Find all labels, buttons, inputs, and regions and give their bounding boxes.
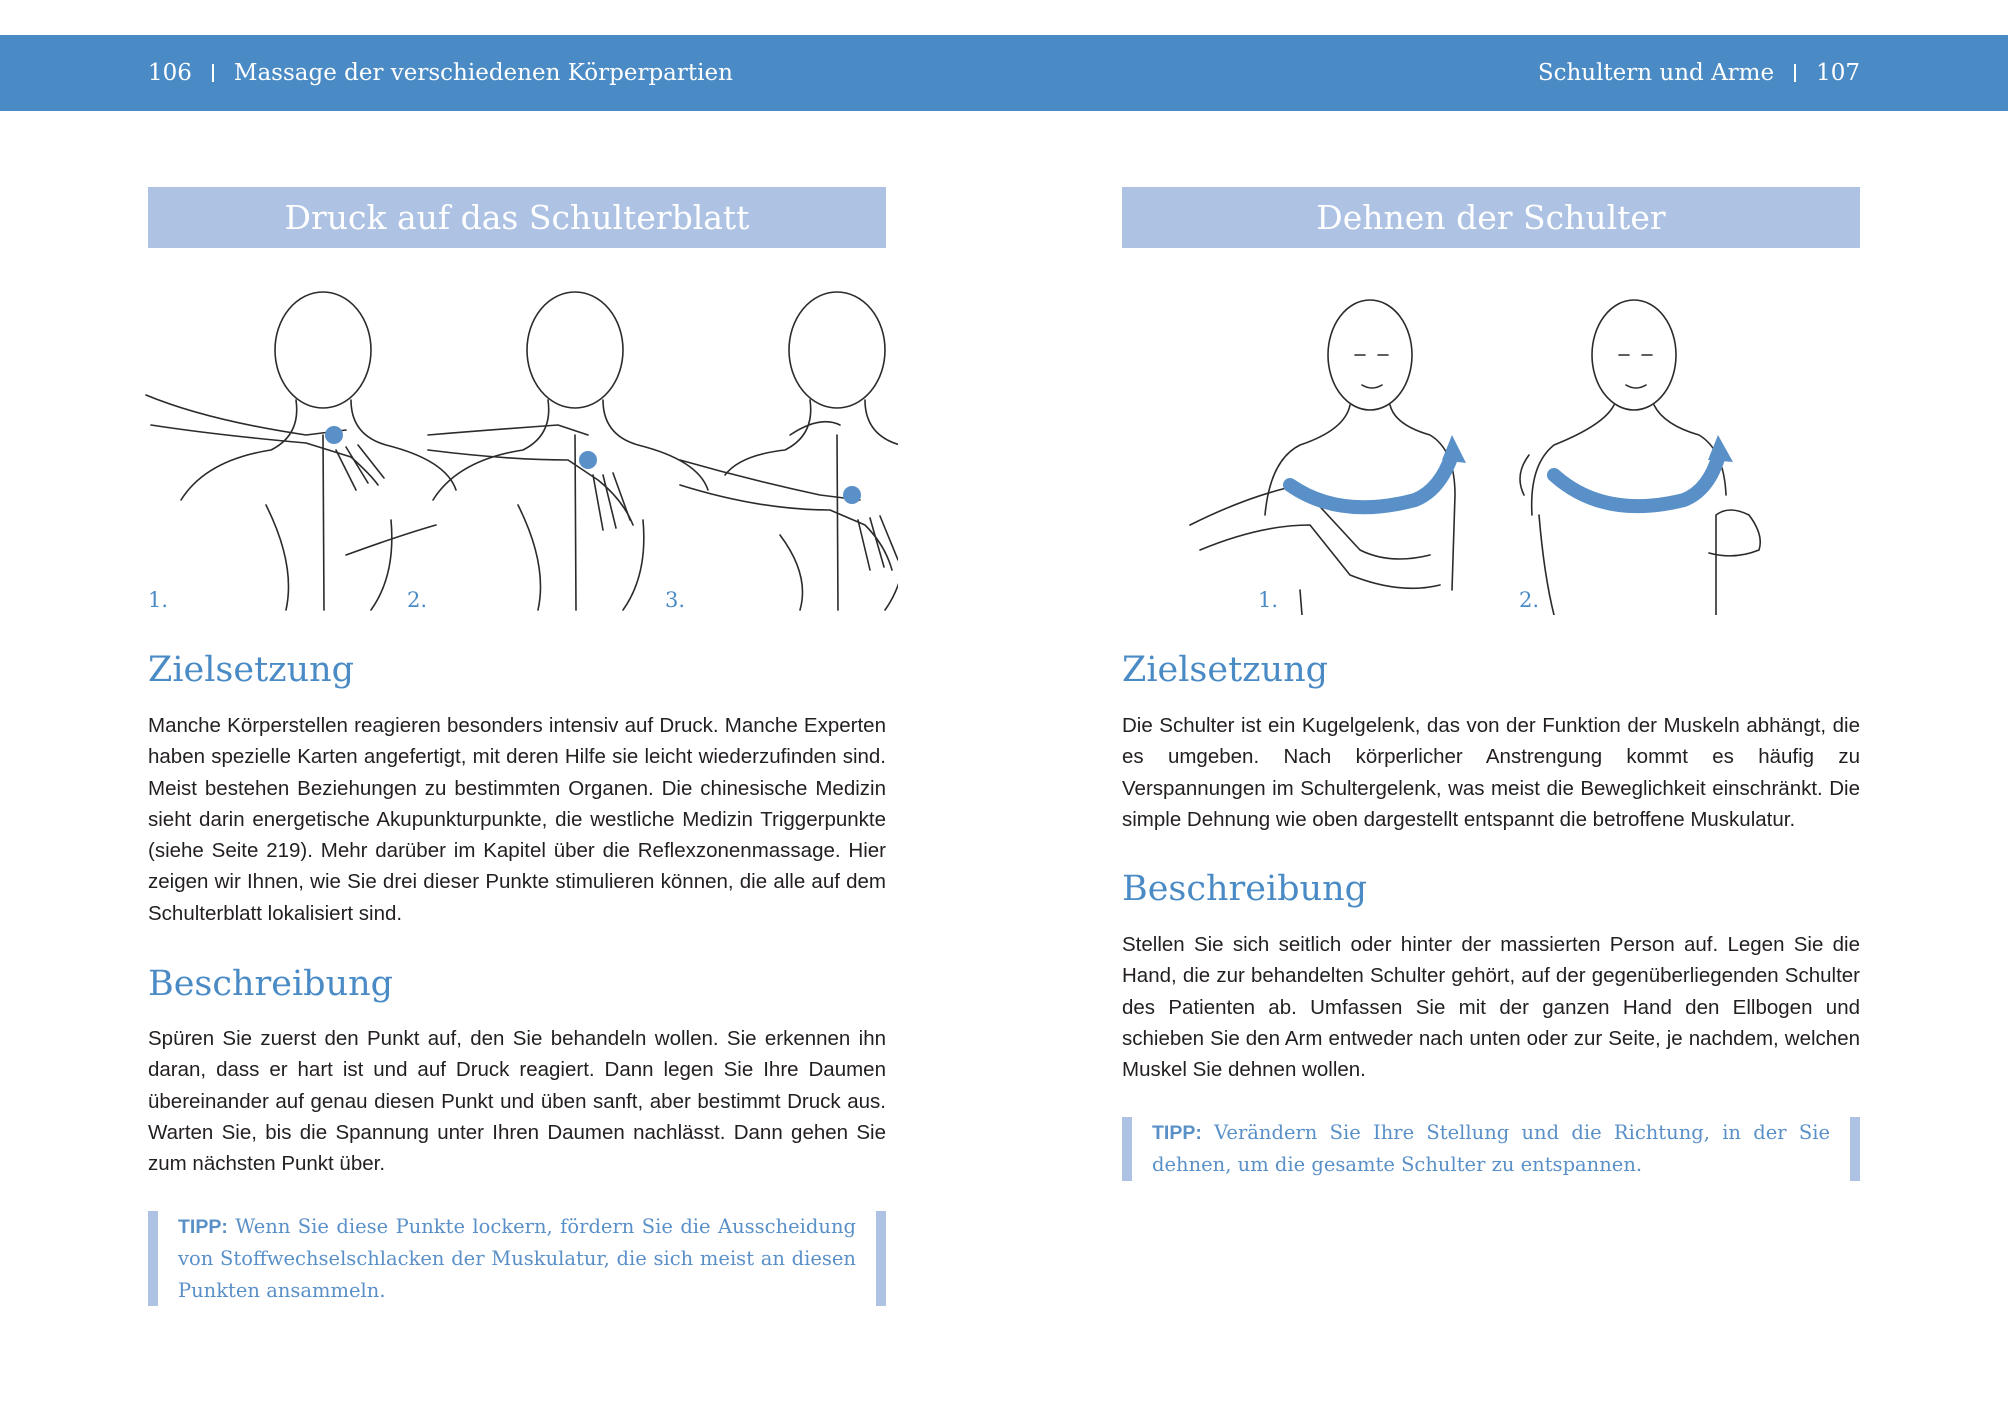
tip-box	[148, 1211, 886, 1306]
figure-front-1	[1190, 300, 1466, 615]
figure-back-1	[146, 292, 456, 610]
left-page-number: 106	[148, 60, 192, 86]
tip-text: Wenn Sie diese Punkte lockern, fördern Sie die Ausscheidung von Stoffwechselschlacken der Muskulatur, die sich meist an diesen Punkten ansammeln.	[178, 1215, 856, 1302]
goal-paragraph: Manche Körperstellen reagieren besonders intensiv auf Druck. Manche Experten haben spezielle Karten angefertigt, mit deren Hilfe sie leicht wiederzufinden sind. Meist bestehen Beziehungen zu bestimmten Organen. Die chinesische Medizin sieht darin energetische Akupunkturpunkte, die westliche Medizin Triggerpunkte (siehe Seite 219). Mehr darüber im Kapitel über die Reflexzonenmassage. Hier zeigen wir Ihnen, wie Sie drei dieser Punkte stimulieren können, die alle auf dem Schulterblatt lokalisiert sind.	[148, 714, 886, 925]
description-paragraph: Stellen Sie sich seitlich oder hinter der massierten Person auf. Legen Sie die Hand, die zur behandelten Schulter gehört, auf der gegenüberliegenden Schulter des Patienten ab. Umfassen Sie mit der ganzen Hand den Ellbogen und schieben Sie den Arm entweder nach unten oder zur Seite, je nachdem, welchen Muskel Sie dehnen wollen.	[1122, 933, 1860, 1082]
goal-heading: Zielsetzung	[1122, 650, 1329, 690]
right-title-banner: Dehnen der Schulter	[1122, 187, 1860, 248]
figure-front-2	[1520, 300, 1760, 615]
step-number-1: 1.	[1258, 588, 1279, 612]
description-paragraph: Spüren Sie zuerst den Punkt auf, den Sie behandeln wollen. Sie erkennen ihn daran, dass er hart ist und auf Druck reagiert. Dann legen Sie Ihre Daumen übereinander auf genau diesen Punkt und üben sanft, aber bestimmt Druck aus. Warten Sie, bis die Spannung unter Ihren Daumen nachlässt. Dann gehen Sie zum nächsten Punkt über.	[148, 1027, 886, 1176]
goal-heading: Zielsetzung	[148, 650, 355, 690]
right-page	[1122, 0, 1860, 1417]
step-number-1: 1.	[148, 588, 169, 612]
left-chapter-title: Massage der verschiedenen Körperpartien	[233, 60, 733, 86]
step-number-2: 2.	[1519, 588, 1540, 612]
left-title-banner: Druck auf das Schulterblatt	[148, 187, 886, 248]
figure-back-2	[428, 292, 708, 610]
step-number-2: 2.	[407, 588, 428, 612]
right-section-title: Schultern und Arme	[1537, 60, 1775, 86]
description-heading: Beschreibung	[1122, 869, 1368, 909]
goal-paragraph: Die Schulter ist ein Kugelgelenk, das von der Funktion der Muskeln abhängt, die es umgeben. Nach körperlicher Anstrengung kommt es häufig zu Verspannungen im Schultergelenk, was meist die Beweglichkeit einschränkt. Die simple Dehnung wie oben dargestellt entspannt die betroffene Muskulatur.	[1122, 714, 1860, 831]
left-page	[148, 0, 886, 1417]
shoulder-stretch-illustration	[1110, 285, 1872, 615]
step-number-3: 3.	[665, 588, 686, 612]
tip-text: Verändern Sie Ihre Stellung und die Richtung, in der Sie dehnen, um die gesamte Schulter zu entspannen.	[1152, 1121, 1831, 1177]
figure-back-3	[680, 292, 898, 610]
tip-label: TIPP:	[1152, 1122, 1202, 1144]
scapula-pressure-illustration	[136, 285, 898, 615]
description-heading: Beschreibung	[148, 964, 394, 1004]
right-page-number: 107	[1816, 60, 1860, 86]
tip-box	[1122, 1117, 1860, 1181]
tip-label: TIPP:	[178, 1216, 228, 1238]
